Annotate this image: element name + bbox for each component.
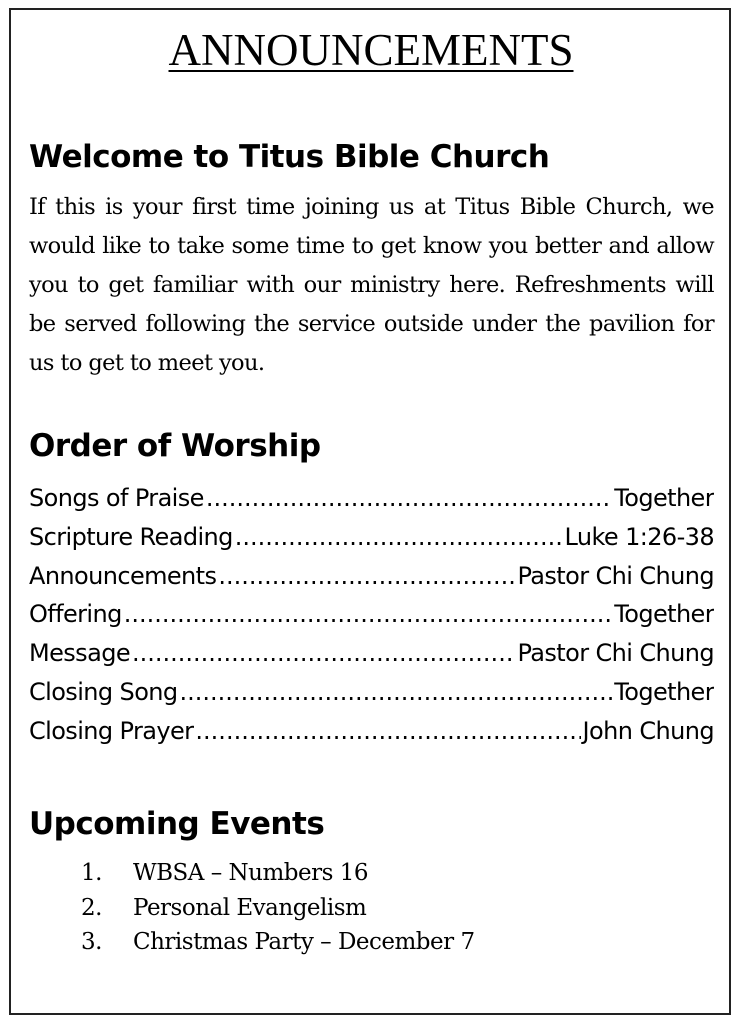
order-of-worship-heading: Order of Worship — [29, 428, 321, 464]
order-row — [29, 479, 714, 518]
order-person: Together — [614, 677, 714, 706]
order-row — [29, 518, 714, 557]
dot-leader — [206, 479, 612, 518]
order-row — [29, 634, 714, 673]
welcome-paragraph: If this is your first time joining us at Titus Bible Church, we would like to take some time to get know you better and allow you to get familiar with our ministry here. Refreshments will be served following the service outside under the pavilion for us to get to meet you. — [29, 194, 714, 376]
list-item-text: Personal Evangelism — [133, 894, 367, 921]
order-item: Scripture Reading — [29, 522, 233, 551]
list-item — [81, 856, 475, 891]
dot-leader — [235, 518, 563, 557]
upcoming-events-list — [81, 856, 475, 960]
order-row — [29, 595, 714, 634]
order-person: Together — [614, 484, 714, 512]
list-item-number: 2. — [81, 894, 102, 921]
order-row — [29, 557, 714, 596]
order-item: Closing Song — [29, 677, 178, 706]
dot-leader — [180, 673, 613, 712]
dot-leader — [218, 557, 515, 596]
page-title-text: ANNOUNCEMENTS — [168, 25, 574, 75]
order-item: Closing Prayer — [29, 716, 194, 745]
dot-leader — [124, 595, 613, 634]
order-person: Pastor Chi Chung — [517, 639, 714, 668]
order-item: Offering — [29, 600, 122, 629]
upcoming-events-heading: Upcoming Events — [29, 806, 325, 842]
list-item — [81, 925, 475, 960]
list-item — [81, 891, 475, 926]
list-item-text: Christmas Party – December 7 — [133, 929, 475, 955]
order-person: Luke 1:26-38 — [564, 522, 714, 551]
dot-leader — [195, 712, 580, 751]
order-person: Together — [614, 600, 714, 629]
order-person: Pastor Chi Chung — [517, 561, 714, 590]
order-row — [29, 712, 714, 751]
page-title — [0, 24, 742, 76]
list-item-number: 3. — [81, 929, 102, 955]
order-person: John Chung — [582, 716, 714, 745]
list-item-number: 1. — [81, 860, 102, 886]
list-item-text: WBSA – Numbers 16 — [133, 860, 368, 886]
order-of-worship-list — [29, 479, 714, 751]
order-row — [29, 673, 714, 712]
dot-leader — [132, 634, 516, 673]
order-item: Songs of Praise — [29, 484, 204, 512]
welcome-heading: Welcome to Titus Bible Church — [29, 139, 550, 175]
order-item: Announcements — [29, 561, 217, 590]
order-item: Message — [29, 639, 130, 668]
